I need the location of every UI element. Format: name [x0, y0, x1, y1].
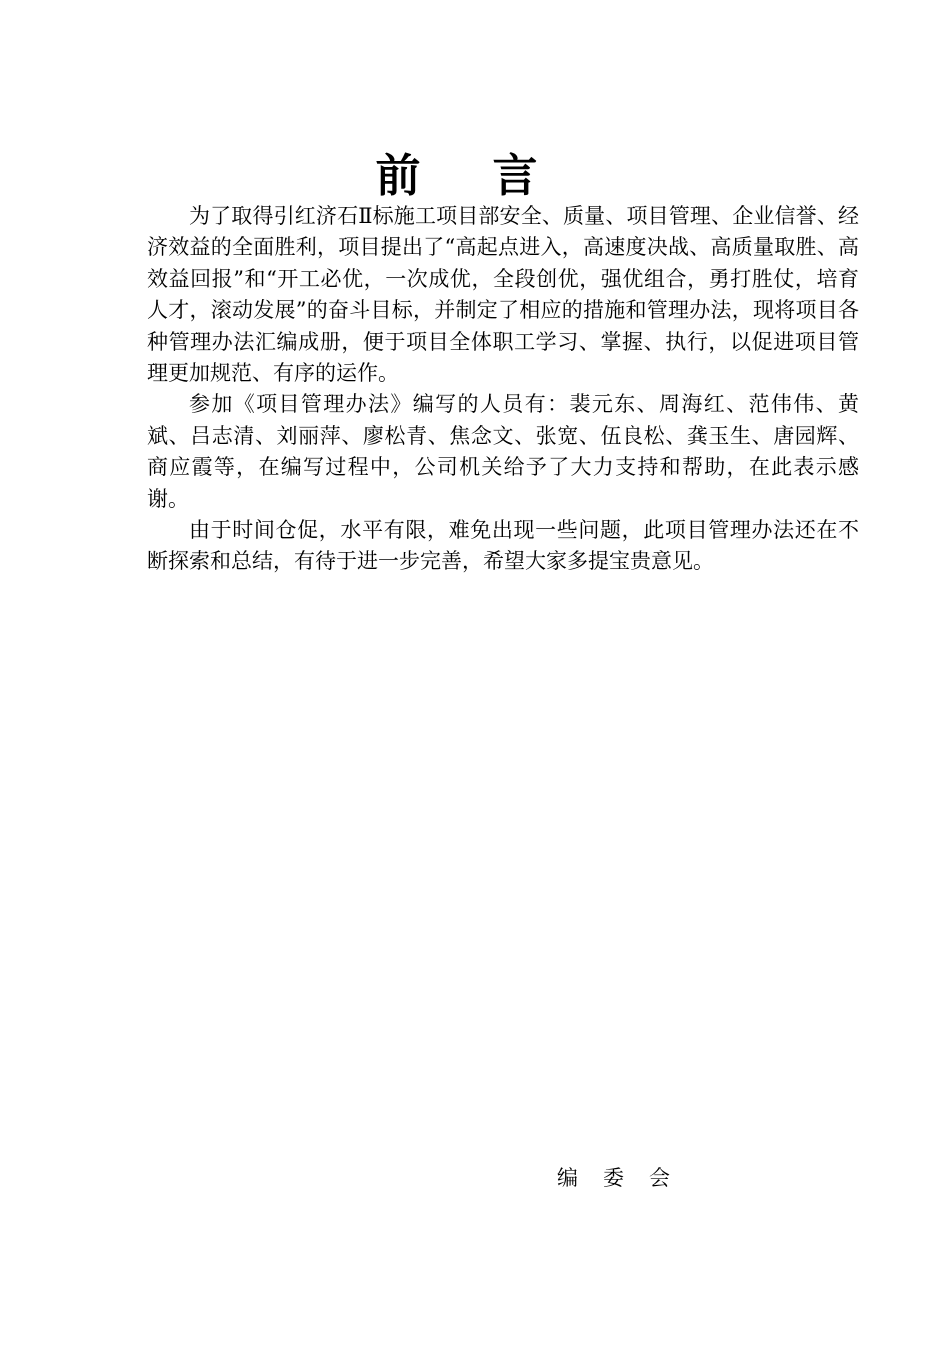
- document-title: 前言: [375, 149, 610, 202]
- editorial-committee-signature: 编委会: [557, 1166, 695, 1190]
- paragraph-purpose: 为了取得引红济石Ⅱ标施工项目部安全、质量、项目管理、企业信誉、经济效益的全面胜利，项目提出了“高起点进入，高速度决战、高质量取胜、高效益回报”和“开工必优，一次成优，全段创优，强优组合，勇打胜仗，培育人才，滚动发展”的奋斗目标，并制定了相应的措施和管理办法，现将项目各种管理办法汇编成册，便于项目全体职工学习、掌握、执行，以促进项目管理更加规范、有序的运作。: [147, 204, 859, 386]
- paragraph-closing: 由于时间仓促，水平有限，难免出现一些问题，此项目管理办法还在不断探索和总结，有待于进一步完善，希望大家多提宝贵意见。: [147, 518, 859, 574]
- paragraph-authors: 参加《项目管理办法》编写的人员有：裴元东、周海红、范伟伟、黄斌、吕志清、刘丽萍、廖松青、焦念文、张宽、伍良松、龚玉生、唐园辉、商应霞等，在编写过程中，公司机关给予了大力支持和帮助，在此表示感谢。: [147, 392, 859, 511]
- document-body: [147, 201, 859, 578]
